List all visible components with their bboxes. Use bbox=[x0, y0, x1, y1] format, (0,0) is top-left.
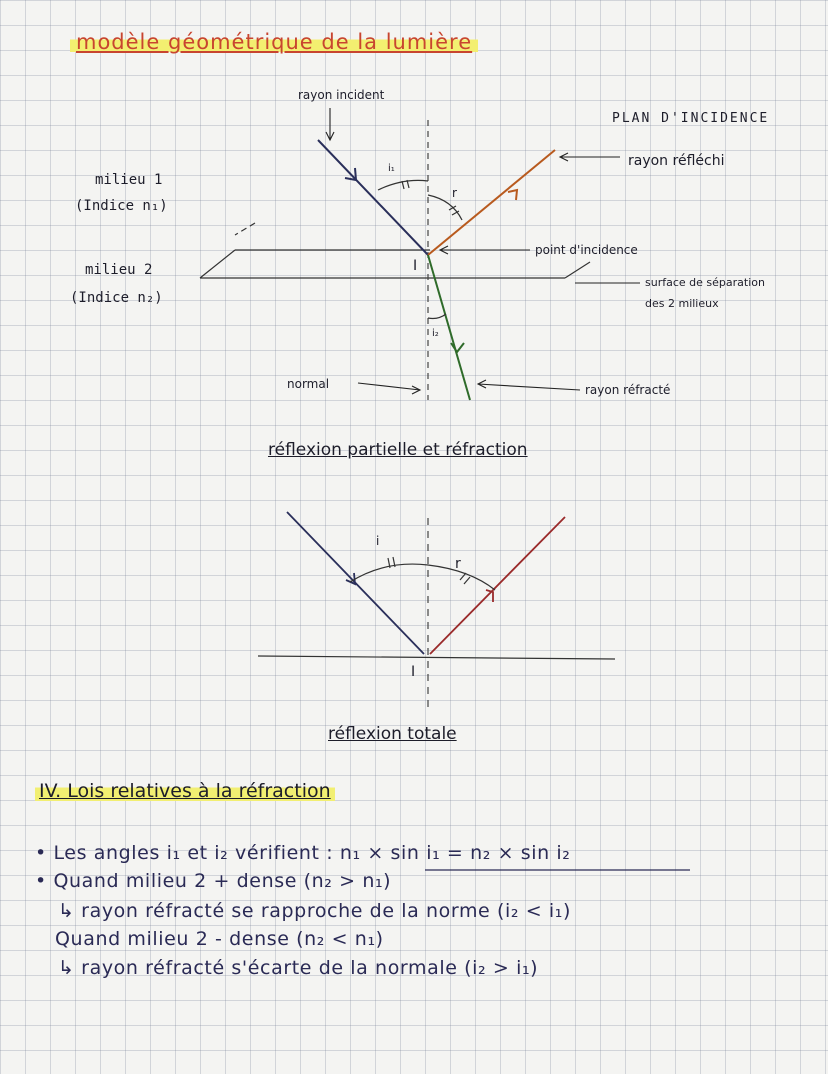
incident-ray-1 bbox=[318, 140, 428, 255]
law-line-1: • Les angles i₁ et i₂ vérifient : n₁ × sin i₁ = n₂ × sin i₂ bbox=[35, 842, 571, 864]
angle-arcs-2 bbox=[350, 557, 495, 590]
law-line-4: Quand milieu 2 - dense (n₂ < n₁) bbox=[55, 928, 384, 950]
separation-plane bbox=[200, 223, 590, 278]
label-medium1-index: (Indice n₁) bbox=[75, 198, 168, 214]
law-line-5: ↳ rayon réfracté s'écarte de la normale (i₂ > i₁) bbox=[58, 957, 539, 979]
label-normal: normal bbox=[287, 377, 330, 391]
label-angle-r1: r bbox=[452, 186, 457, 200]
label-plane: PLAN D'INCIDENCE bbox=[612, 111, 770, 126]
law-line-3: ↳ rayon réfracté se rapproche de la norme (i₂ < i₁) bbox=[58, 900, 572, 922]
label-reflected-ray: rayon réfléchi bbox=[628, 153, 725, 169]
label-angle-r2: r bbox=[455, 556, 461, 572]
caption-diagram1: réflexion partielle et réfraction bbox=[268, 440, 528, 460]
caption-diagram2: réflexion totale bbox=[328, 724, 457, 744]
law-line-2: • Quand milieu 2 + dense (n₂ > n₁) bbox=[35, 870, 392, 892]
label-surface-1: surface de séparation bbox=[645, 276, 765, 289]
label-angle-i: i bbox=[376, 534, 380, 548]
label-medium2-name: milieu 2 bbox=[85, 262, 153, 278]
angle-arcs-1 bbox=[378, 180, 462, 319]
label-medium2-index: (Indice n₂) bbox=[70, 290, 163, 306]
label-angle-i2: i₂ bbox=[432, 328, 439, 339]
label-medium1-name: milieu 1 bbox=[95, 172, 163, 188]
reflected-ray-2 bbox=[430, 517, 565, 654]
section-heading: IV. Lois relatives à la réfraction bbox=[35, 780, 335, 802]
page-title: modèle géométrique de la lumière bbox=[70, 30, 478, 54]
interface-line-2 bbox=[258, 656, 615, 659]
label-point-I1: I bbox=[413, 258, 418, 274]
incident-ray-2 bbox=[287, 512, 424, 654]
label-surface-2: des 2 milieux bbox=[645, 297, 719, 310]
label-angle-i1: i₁ bbox=[388, 163, 395, 174]
label-point-I2: I bbox=[411, 664, 416, 680]
label-refracted-ray: rayon réfracté bbox=[585, 383, 671, 397]
label-point-incidence: point d'incidence bbox=[535, 243, 638, 257]
label-incident-ray: rayon incident bbox=[298, 88, 385, 102]
